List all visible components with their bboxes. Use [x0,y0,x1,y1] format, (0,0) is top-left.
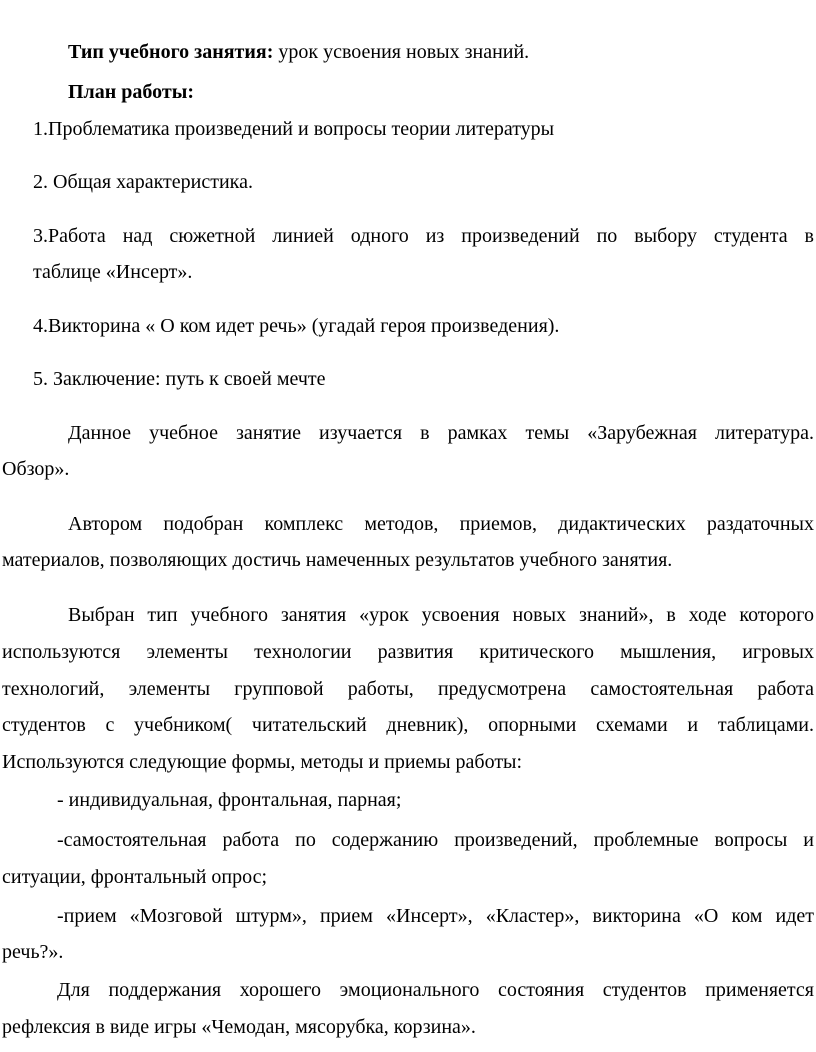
paragraph-2-line-2: материалов, позволяющих достичь намеченных результатов учебного занятия. [2,549,673,571]
list-item-forms: - индивидуальная, фронтальная, парная; [57,789,402,811]
paragraph-4-line-1: Для поддержания хорошего эмоционального состояния студентов применяется [57,979,814,1001]
paragraph-2-line-1: Автором подобран комплекс методов, приемов, дидактических раздаточных [68,513,814,535]
paragraph-3-line-1: Выбран тип учебного занятия «урок усвоения новых знаний», в ходе которого [68,604,814,626]
lesson-type-value: урок усвоения новых знаний. [273,41,530,63]
list-item-independent-work: -самостоятельная работа по содержанию произведений, проблемные вопросы и [57,829,814,851]
lesson-type-label: Тип учебного занятия: [68,41,274,63]
paragraph-3-line-2: используются элементы технологии развития критического мышления, игровых [2,641,814,663]
lesson-type-line [68,40,768,64]
paragraph-4-line-2: рефлексия в виде игры «Чемодан, мясорубка, корзина». [2,1016,476,1038]
list-item-techniques: -прием «Мозговой штурм», прием «Инсерт», «Кластер», викторина «О ком идет [57,905,814,927]
paragraph-3-line-4: студентов с учебником( читательский дневник), опорными схемами и таблицами. [2,714,814,736]
paragraph-1-line-2: Обзор». [2,458,70,480]
plan-item-3: 3.Работа над сюжетной линией одного из произведений по выбору студента в [33,225,814,247]
plan-item-2: 2. Общая характеристика. [33,171,253,193]
paragraph-1-line-1: Данное учебное занятие изучается в рамках темы «Зарубежная литература. [68,422,814,444]
plan-item-1: 1.Проблематика произведений и вопросы теории литературы [33,118,555,140]
plan-heading: План работы: [68,81,194,103]
paragraph-3-line-5: Используются следующие формы, методы и приемы работы: [2,751,523,773]
plan-item-5: 5. Заключение: путь к своей мечте [33,368,326,390]
list-item-independent-work-cont: ситуации, фронтальный опрос; [2,866,268,888]
list-item-techniques-cont: речь?». [2,941,64,963]
plan-item-4: 4.Викторина « О ком идет речь» (угадай героя произведения). [33,315,560,337]
plan-item-3-cont: таблице «Инсерт». [33,261,193,283]
paragraph-3-line-3: технологий, элементы групповой работы, предусмотрена самостоятельная работа [2,678,814,700]
